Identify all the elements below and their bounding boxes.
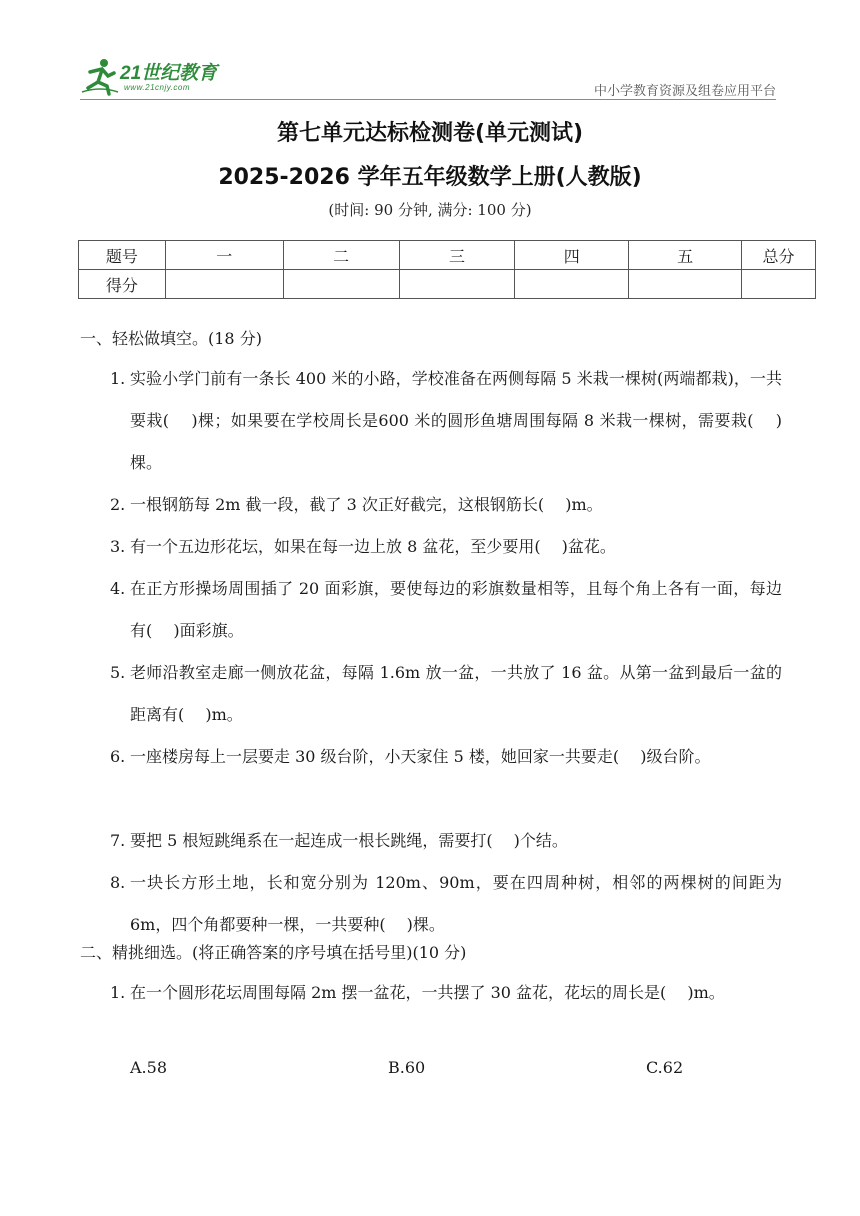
score-input-cell[interactable] (742, 270, 816, 299)
table-cell: 一 (165, 241, 283, 270)
question-item (110, 820, 782, 862)
score-input-cell[interactable] (629, 270, 742, 299)
option-c: C.62 (646, 1058, 684, 1077)
exam-time-score: (时间: 90 分钟, 满分: 100 分) (328, 201, 532, 219)
score-input-cell[interactable] (515, 270, 629, 299)
score-table (78, 240, 816, 299)
question-number: 4. (110, 579, 126, 598)
score-input-cell[interactable] (283, 270, 399, 299)
question-item (110, 526, 782, 568)
question-text: 一座楼房每上一层要走 30 级台阶，小天家住 5 楼，她回家一共要走( )级台阶。 (130, 747, 711, 766)
table-cell: 四 (515, 241, 629, 270)
score-table-header-row (79, 241, 816, 270)
question-number: 5. (110, 663, 126, 682)
logo-text: 21世纪教育 (120, 63, 218, 84)
exam-subtitle: 2025-2026 学年五年级数学上册(人教版) (218, 165, 642, 190)
question-item (110, 862, 782, 946)
table-cell: 五 (629, 241, 742, 270)
runner-icon (80, 56, 120, 96)
question-number: 7. (110, 831, 126, 850)
table-cell: 题号 (79, 241, 166, 270)
question-number: 6. (110, 747, 126, 766)
question-text: 老师沿教室走廊一侧放花盆，每隔 1.6m 放一盆，一共放了 16 盆。从第一盆到最后一盆的距离有( )m。 (130, 663, 782, 724)
score-table-score-row (79, 270, 816, 299)
logo-url: www.21cnjy.com (124, 83, 190, 92)
question-item (110, 652, 782, 736)
question-item (110, 568, 782, 652)
score-input-cell[interactable] (399, 270, 515, 299)
exam-title: 第七单元达标检测卷(单元测试) (276, 121, 584, 146)
question-number: 8. (110, 873, 126, 892)
question-item (110, 736, 782, 778)
question-number: 1. (110, 369, 126, 388)
section-heading: 二、精挑细选。(将正确答案的序号填在括号里)(10 分) (80, 943, 467, 962)
section-heading: 一、轻松做填空。(18 分) (80, 329, 262, 348)
question-text: 实验小学门前有一条长 400 米的小路，学校准备在两侧每隔 5 米栽一棵树(两端都栽)，一共要栽( )棵；如果要在学校周长是600 米的圆形鱼塘周围每隔 8 米栽一棵树，需要栽( )棵。 (130, 369, 782, 472)
question-number: 1. (110, 983, 126, 1002)
question-text: 在正方形操场周围插了 20 面彩旗，要使每边的彩旗数量相等，且每个角上各有一面，每边有( )面彩旗。 (130, 579, 782, 640)
question-number: 3. (110, 537, 126, 556)
option-a: A.58 (130, 1058, 167, 1077)
question-text: 有一个五边形花坛，如果在每一边上放 8 盆花，至少要用( )盆花。 (130, 537, 616, 556)
question-item (110, 972, 782, 1014)
question-text: 一根钢筋每 2m 截一段，截了 3 次正好截完，这根钢筋长( )m。 (130, 495, 603, 514)
question-item (110, 484, 782, 526)
platform-label: 中小学教育资源及组卷应用平台 (593, 84, 776, 99)
question-item (110, 358, 782, 484)
header-divider (80, 99, 776, 100)
logo (80, 56, 240, 96)
table-cell: 总分 (742, 241, 816, 270)
score-input-cell[interactable] (165, 270, 283, 299)
table-cell: 得分 (79, 270, 166, 299)
question-text: 在一个圆形花坛周围每隔 2m 摆一盆花，一共摆了 30 盆花，花坛的周长是( )m。 (130, 983, 725, 1002)
question-text: 要把 5 根短跳绳系在一起连成一根长跳绳，需要打( )个结。 (130, 831, 568, 850)
question-number: 2. (110, 495, 126, 514)
table-cell: 三 (399, 241, 515, 270)
table-cell: 二 (283, 241, 399, 270)
option-b: B.60 (388, 1058, 426, 1077)
question-text: 一块长方形土地，长和宽分别为 120m、90m，要在四周种树，相邻的两棵树的间距为 6m，四个角都要种一棵，一共要种( )棵。 (130, 873, 782, 934)
